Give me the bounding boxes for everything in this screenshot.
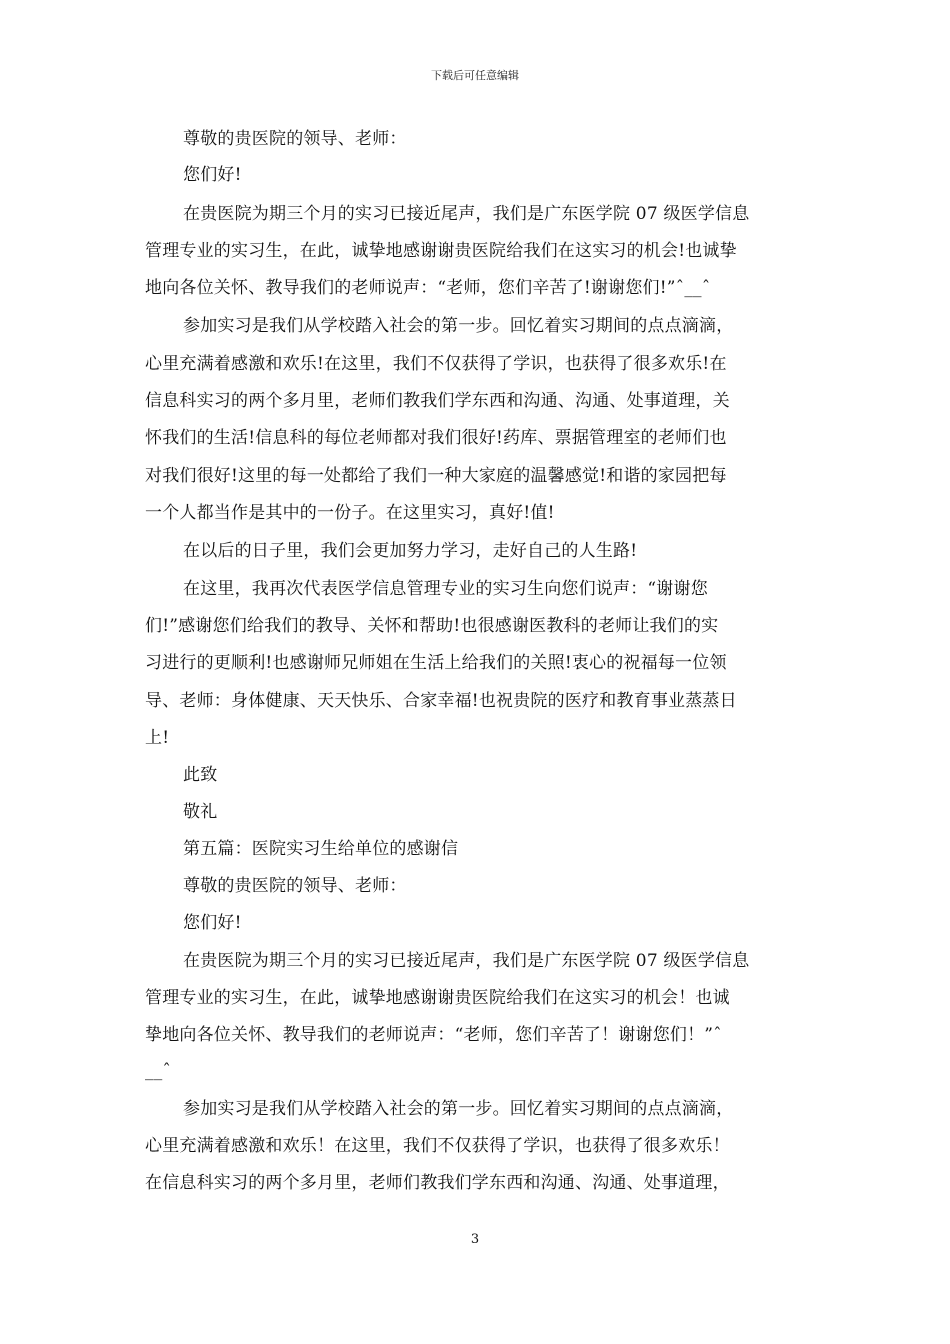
paragraph-line: 一个人都当作是其中的一份子。在这里实习，真好!值! [145,503,555,523]
greeting: 您们好! [183,165,242,185]
section-title: 第五篇：医院实习生给单位的感谢信 [183,839,459,859]
paragraph-line: 怀我们的生活!信息科的每位老师都对我们很好!药库、票据管理室的老师们也 [145,428,727,448]
paragraph-line: 在信息科实习的两个多月里，老师们教我们学东西和沟通、沟通、处事道理， [145,1173,730,1193]
paragraph-line: 参加实习是我们从学校踏入社会的第一步。回忆着实习期间的点点滴滴， [183,316,734,336]
paragraph-line: 上! [145,728,170,748]
paragraph-line: __ˆ [145,1061,172,1081]
paragraph-line: 在贵医院为期三个月的实习已接近尾声，我们是广东医学院 07 级医学信息 [183,951,750,971]
paragraph-line: 在以后的日子里，我们会更加努力学习，走好自己的人生路! [183,541,638,561]
paragraph-line: 导、老师：身体健康、天天快乐、合家幸福!也祝贵院的医疗和教育事业蒸蒸日 [145,691,737,711]
paragraph-line: 挚地向各位关怀、教导我们的老师说声：“老师，您们辛苦了！谢谢您们！”ˆ [145,1025,722,1045]
paragraph-line: 地向各位关怀、教导我们的老师说声：“老师，您们辛苦了!谢谢您们!”ˆ__ˆ [145,278,711,298]
page-number: 3 [470,1232,480,1247]
paragraph-line: 习进行的更顺利!也感谢师兄师姐在生活上给我们的关照!衷心的祝福每一位领 [145,653,727,673]
closing-line: 此致 [183,765,218,785]
paragraph-line: 管理专业的实习生，在此，诚挚地感谢谢贵医院给我们在这实习的机会!也诚挚 [145,241,737,261]
paragraph-line: 信息科实习的两个多月里，老师们教我们学东西和沟通、沟通、处事道理，关 [145,391,730,411]
paragraph-line: 在贵医院为期三个月的实习已接近尾声，我们是广东医学院 07 级医学信息 [183,204,750,224]
salutation: 尊敬的贵医院的领导、老师： [183,876,407,896]
closing-line: 敬礼 [183,802,218,822]
page-header: 下载后可任意编辑 [431,69,519,82]
paragraph-line: 参加实习是我们从学校踏入社会的第一步。回忆着实习期间的点点滴滴， [183,1099,734,1119]
greeting: 您们好! [183,913,242,933]
paragraph-line: 对我们很好!这里的每一处都给了我们一种大家庭的温馨感觉!和谐的家园把每 [145,466,727,486]
paragraph-line: 们!”感谢您们给我们的教导、关怀和帮助!也很感谢医教科的老师让我们的实 [145,616,719,636]
paragraph-line: 在这里，我再次代表医学信息管理专业的实习生向您们说声：“谢谢您 [183,579,708,599]
paragraph-line: 心里充满着感激和欢乐！在这里，我们不仅获得了学识，也获得了很多欢乐！ [145,1136,730,1156]
paragraph-line: 心里充满着感激和欢乐!在这里，我们不仅获得了学识，也获得了很多欢乐!在 [145,354,727,374]
salutation: 尊敬的贵医院的领导、老师： [183,129,407,149]
paragraph-line: 管理专业的实习生，在此，诚挚地感谢谢贵医院给我们在这实习的机会！也诚 [145,988,730,1008]
